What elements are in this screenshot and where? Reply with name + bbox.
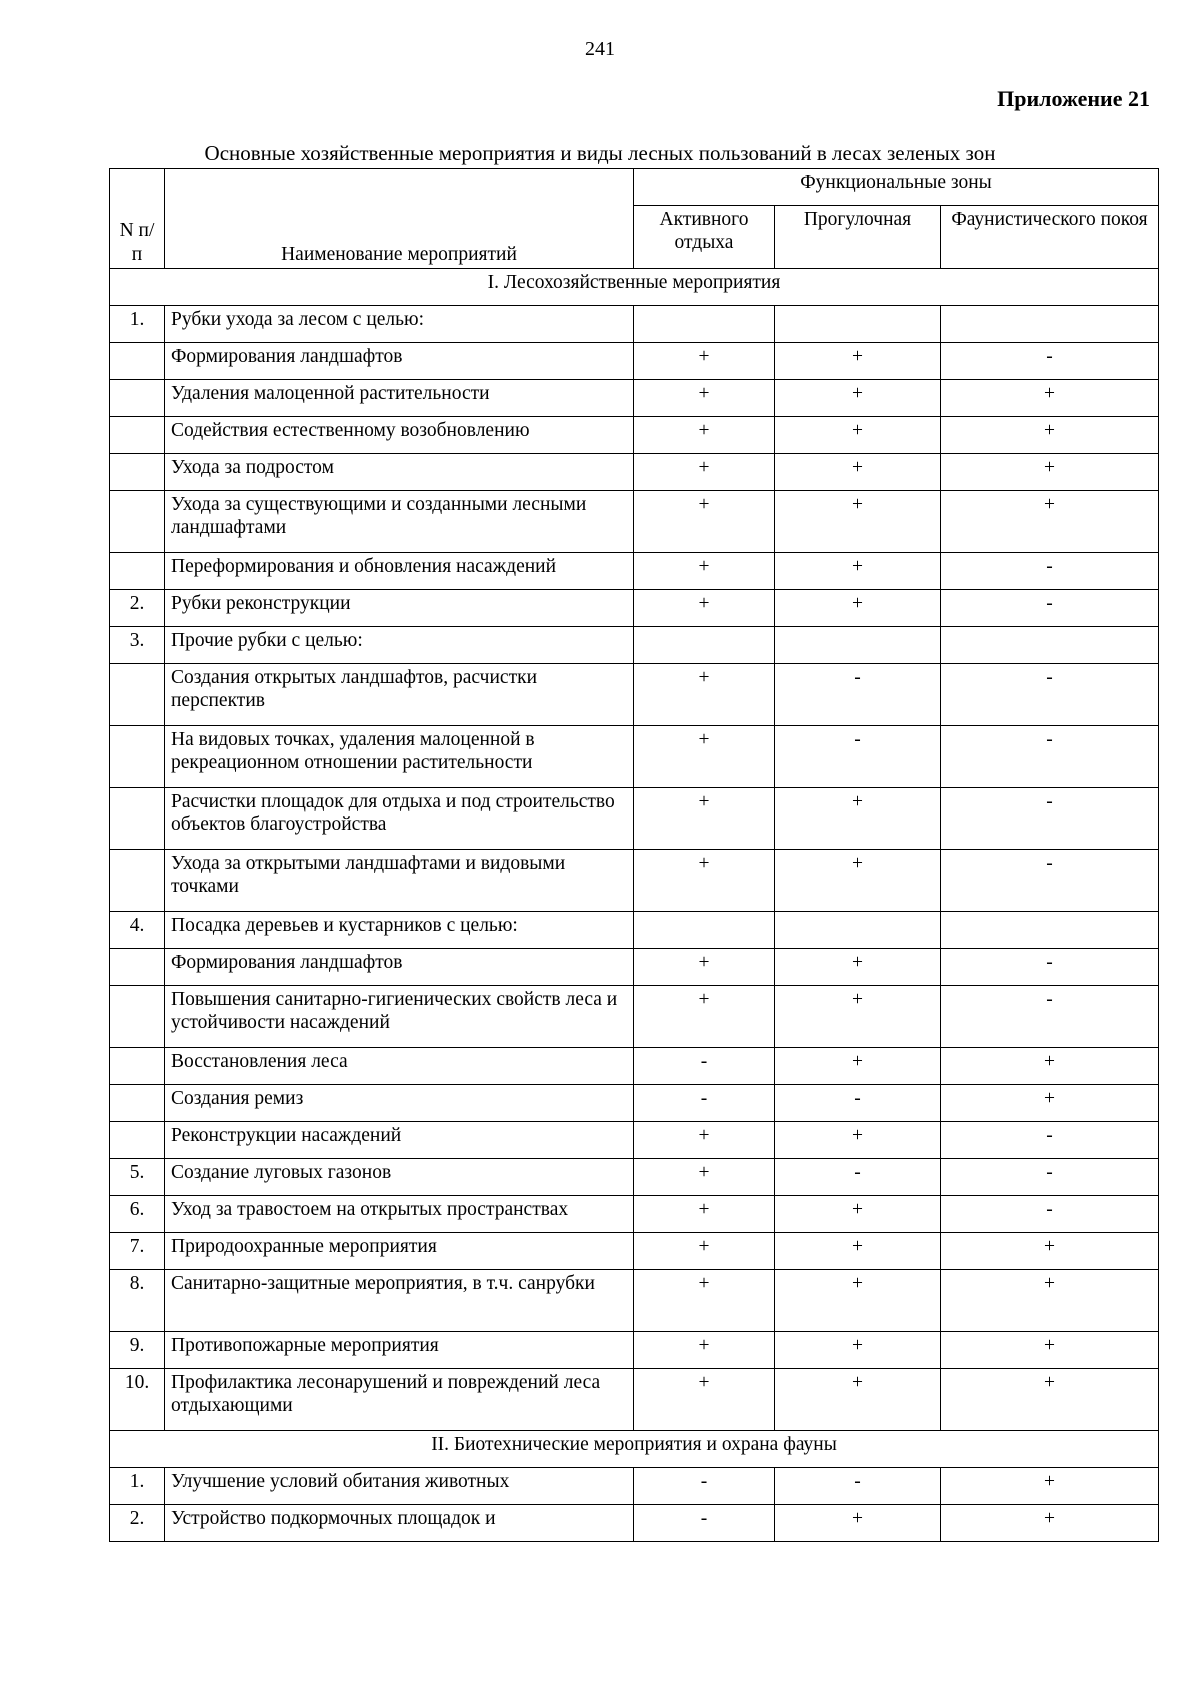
table-row [110,1468,1159,1505]
mark-fauna: - [941,343,1159,380]
mark-active: + [634,1233,775,1270]
measure-name: Природоохранные мероприятия [165,1233,634,1270]
mark-walking: + [775,417,941,454]
mark-walking: + [775,553,941,590]
header-zone-fauna: Фаунистического покоя [941,206,1159,269]
row-number [110,850,165,912]
mark-walking: + [775,1505,941,1542]
mark-active: - [634,1048,775,1085]
mark-fauna: - [941,986,1159,1048]
measure-name: Рубки ухода за лесом с целью: [165,306,634,343]
row-number: 2. [110,590,165,627]
header-number: N п/п [110,169,165,269]
row-number: 7. [110,1233,165,1270]
mark-fauna [941,627,1159,664]
mark-active: + [634,788,775,850]
table-row [110,553,1159,590]
measure-name: Создания ремиз [165,1085,634,1122]
table-row [110,1505,1159,1542]
table-row [110,664,1159,726]
table-row [110,726,1159,788]
mark-fauna: - [941,664,1159,726]
mark-walking: + [775,1122,941,1159]
row-number [110,664,165,726]
row-number: 2. [110,1505,165,1542]
measure-name: Ухода за подростом [165,454,634,491]
mark-fauna: - [941,553,1159,590]
mark-active: + [634,1369,775,1431]
mark-active: + [634,553,775,590]
mark-walking [775,306,941,343]
mark-walking: + [775,949,941,986]
table-row [110,1122,1159,1159]
mark-active: + [634,1196,775,1233]
table-row [110,491,1159,553]
measures-table [109,168,1159,1542]
mark-walking: - [775,1085,941,1122]
section-row [110,1431,1159,1468]
mark-fauna: - [941,590,1159,627]
table-row [110,986,1159,1048]
mark-fauna: + [941,1505,1159,1542]
table-row [110,417,1159,454]
row-number: 5. [110,1159,165,1196]
mark-walking: + [775,380,941,417]
mark-walking: + [775,1369,941,1431]
row-number [110,553,165,590]
row-number: 4. [110,912,165,949]
mark-active: - [634,1505,775,1542]
mark-active [634,912,775,949]
measure-name: Профилактика лесонарушений и повреждений леса отдыхающими [165,1369,634,1431]
measure-name: Содействия естественному возобновлению [165,417,634,454]
measure-name: Прочие рубки с целью: [165,627,634,664]
row-number [110,1048,165,1085]
mark-fauna: + [941,1270,1159,1332]
measure-name: Уход за травостоем на открытых пространствах [165,1196,634,1233]
section-title: II. Биотехнические мероприятия и охрана фауны [110,1431,1159,1468]
section-row [110,269,1159,306]
row-number [110,417,165,454]
mark-walking: + [775,1196,941,1233]
mark-walking: + [775,343,941,380]
table-row [110,788,1159,850]
mark-walking: - [775,1159,941,1196]
measure-name: Рубки реконструкции [165,590,634,627]
row-number: 8. [110,1270,165,1332]
table-row [110,1159,1159,1196]
row-number [110,788,165,850]
measure-name: Ухода за существующими и созданными лесными ландшафтами [165,491,634,553]
measure-name: Реконструкции насаждений [165,1122,634,1159]
mark-walking: + [775,491,941,553]
mark-active: + [634,1159,775,1196]
mark-active: + [634,986,775,1048]
header-zone-walking: Прогулочная [775,206,941,269]
mark-walking [775,912,941,949]
mark-active [634,627,775,664]
mark-walking [775,627,941,664]
mark-walking: + [775,1270,941,1332]
row-number: 9. [110,1332,165,1369]
mark-active: + [634,949,775,986]
table-row [110,1048,1159,1085]
mark-walking: + [775,788,941,850]
row-number: 10. [110,1369,165,1431]
row-number: 3. [110,627,165,664]
measure-name: Улучшение условий обитания животных [165,1468,634,1505]
mark-active: + [634,1122,775,1159]
mark-active: - [634,1468,775,1505]
page-number: 241 [585,38,615,60]
mark-walking: + [775,986,941,1048]
row-number: 1. [110,306,165,343]
mark-walking: + [775,850,941,912]
row-number [110,1085,165,1122]
measure-name: Ухода за открытыми ландшафтами и видовыми точками [165,850,634,912]
measure-name: Повышения санитарно-гигиенических свойств леса и устойчивости насаждений [165,986,634,1048]
mark-fauna [941,912,1159,949]
measure-name: Санитарно-защитные мероприятия, в т.ч. санрубки [165,1270,634,1332]
measure-name: Создания открытых ландшафтов, расчистки перспектив [165,664,634,726]
mark-active: + [634,1270,775,1332]
mark-walking: + [775,1233,941,1270]
mark-active: + [634,380,775,417]
row-number: 1. [110,1468,165,1505]
mark-fauna [941,306,1159,343]
mark-active: + [634,417,775,454]
mark-fauna: + [941,491,1159,553]
measure-name: На видовых точках, удаления малоценной в рекреационном отношении растительности [165,726,634,788]
row-number [110,454,165,491]
measure-name: Посадка деревьев и кустарников с целью: [165,912,634,949]
mark-active: + [634,726,775,788]
mark-active: - [634,1085,775,1122]
table-row [110,850,1159,912]
row-number [110,726,165,788]
mark-fauna: - [941,850,1159,912]
header-name: Наименование мероприятий [165,169,634,269]
table-row [110,306,1159,343]
mark-fauna: + [941,1085,1159,1122]
mark-active: + [634,1332,775,1369]
mark-active: + [634,454,775,491]
table-row [110,380,1159,417]
row-number [110,491,165,553]
document-title: Основные хозяйственные мероприятия и виды лесных пользований в лесах зеленых зон [204,141,996,165]
mark-fauna: - [941,949,1159,986]
mark-active: + [634,590,775,627]
table-row [110,1233,1159,1270]
measure-name: Переформирования и обновления насаждений [165,553,634,590]
measure-name: Противопожарные мероприятия [165,1332,634,1369]
row-number [110,380,165,417]
mark-walking: - [775,1468,941,1505]
row-number [110,1122,165,1159]
mark-fauna: + [941,1369,1159,1431]
mark-fauna: + [941,454,1159,491]
measure-name: Создание луговых газонов [165,1159,634,1196]
header-zones: Функциональные зоны [634,169,1159,206]
mark-fauna: + [941,417,1159,454]
mark-walking: + [775,1048,941,1085]
mark-fauna: + [941,1233,1159,1270]
row-number: 6. [110,1196,165,1233]
mark-fauna: - [941,1159,1159,1196]
mark-fauna: + [941,1468,1159,1505]
row-number [110,343,165,380]
mark-fauna: - [941,1196,1159,1233]
measure-name: Устройство подкормочных площадок и [165,1505,634,1542]
measure-name: Формирования ландшафтов [165,949,634,986]
table-row [110,627,1159,664]
row-number [110,949,165,986]
mark-walking: + [775,1332,941,1369]
table-row [110,1332,1159,1369]
table-row [110,1270,1159,1332]
mark-active: + [634,343,775,380]
mark-walking: - [775,664,941,726]
table-row [110,590,1159,627]
mark-walking: + [775,454,941,491]
measure-name: Расчистки площадок для отдыха и под строительство объектов благоустройства [165,788,634,850]
table-row [110,1196,1159,1233]
mark-walking: - [775,726,941,788]
table-row [110,949,1159,986]
table-row [110,1369,1159,1431]
mark-active: + [634,850,775,912]
mark-active: + [634,491,775,553]
mark-fauna: - [941,1122,1159,1159]
appendix-label: Приложение 21 [997,86,1150,111]
table-row [110,912,1159,949]
table-body [110,269,1159,1542]
header-zone-active: Активного отдыха [634,206,775,269]
table-row [110,343,1159,380]
mark-fauna: - [941,788,1159,850]
mark-active: + [634,664,775,726]
measure-name: Удаления малоценной растительности [165,380,634,417]
measure-name: Восстановления леса [165,1048,634,1085]
table-row [110,454,1159,491]
mark-fauna: + [941,380,1159,417]
mark-fauna: - [941,726,1159,788]
measure-name: Формирования ландшафтов [165,343,634,380]
mark-fauna: + [941,1048,1159,1085]
table-row [110,1085,1159,1122]
section-title: I. Лесохозяйственные мероприятия [110,269,1159,306]
mark-active [634,306,775,343]
mark-walking: + [775,590,941,627]
row-number [110,986,165,1048]
mark-fauna: + [941,1332,1159,1369]
